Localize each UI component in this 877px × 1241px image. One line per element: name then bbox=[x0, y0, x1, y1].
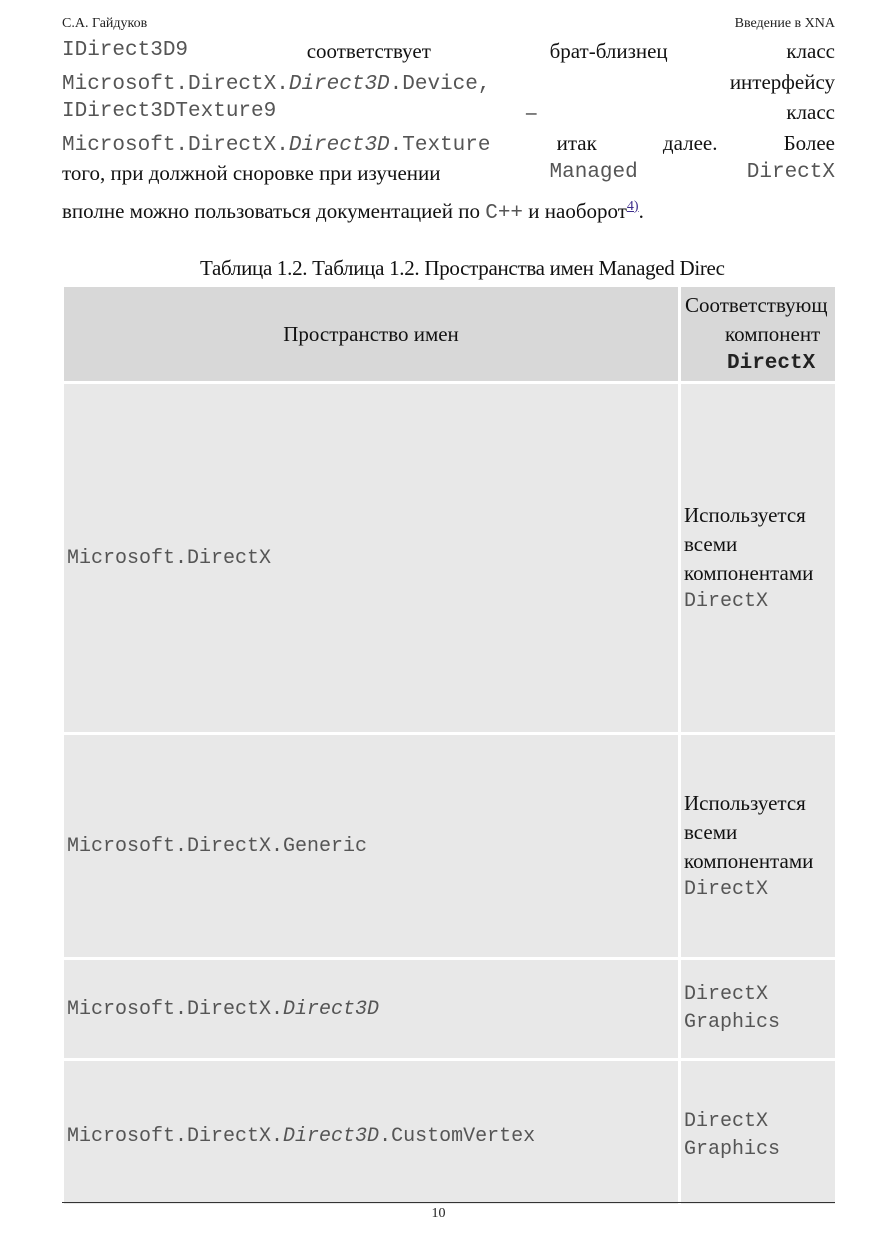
comp-line: всеми bbox=[684, 531, 738, 556]
component-cell bbox=[681, 960, 835, 1058]
code-text: .Texture bbox=[389, 133, 491, 157]
component-cell bbox=[681, 1061, 835, 1204]
ns-part-italic: Direct3D bbox=[283, 997, 380, 1021]
word: класс bbox=[786, 39, 835, 63]
table-caption: Таблица 1.2. Таблица 1.2. Пространства имен Managed Direc bbox=[200, 256, 725, 280]
header-line: Соответствующ bbox=[685, 292, 828, 317]
header-author: С.А. Гайдуков bbox=[62, 16, 148, 31]
comp-code: DirectX Graphics bbox=[684, 983, 781, 1034]
comp-line: Используется bbox=[684, 502, 806, 527]
header-line: DirectX bbox=[727, 351, 816, 375]
ns-part: Microsoft.DirectX. bbox=[67, 997, 284, 1021]
code-text: IDirect3DTexture9 bbox=[62, 100, 277, 123]
comp-code: DirectX bbox=[684, 877, 769, 901]
comp-line: Используется bbox=[684, 790, 806, 815]
code-text: DirectX bbox=[746, 161, 835, 184]
word: класс bbox=[786, 100, 835, 124]
paragraph-line bbox=[62, 128, 835, 159]
namespace-cell bbox=[64, 1061, 678, 1204]
namespace-table bbox=[64, 286, 835, 1204]
text: и наоборот bbox=[523, 198, 627, 223]
ns-part-italic: Direct3D bbox=[283, 1124, 380, 1148]
paragraph-line bbox=[62, 158, 835, 189]
ns-part: Microsoft.DirectX bbox=[67, 546, 272, 570]
ns-part: Microsoft.DirectX. bbox=[67, 1124, 284, 1148]
column-header-namespace: Пространство имен bbox=[64, 287, 678, 381]
comp-line: всеми bbox=[684, 819, 738, 844]
comp-code: DirectX bbox=[684, 589, 769, 613]
comma: , bbox=[477, 72, 491, 96]
component-cell bbox=[681, 735, 835, 957]
ns-part: Microsoft.DirectX.Generic bbox=[67, 834, 368, 858]
code-italic: Direct3D bbox=[288, 133, 390, 157]
paragraph-line bbox=[62, 36, 835, 67]
word: соответствует bbox=[306, 39, 431, 63]
paragraph-line bbox=[62, 67, 835, 98]
comp-line: компонентами bbox=[684, 560, 814, 585]
text: вполне можно пользоваться документацией по bbox=[62, 198, 486, 223]
table-row bbox=[64, 735, 835, 957]
table-row bbox=[64, 960, 835, 1058]
paragraph-line bbox=[62, 189, 835, 225]
code-text: C++ bbox=[485, 201, 524, 225]
word: далее. bbox=[662, 130, 718, 155]
page-number: 10 bbox=[431, 1206, 446, 1221]
footer-rule bbox=[62, 1202, 835, 1203]
footnote-link[interactable]: 4) bbox=[626, 198, 639, 214]
column-header-component bbox=[681, 287, 835, 381]
namespace-cell bbox=[64, 384, 678, 732]
header-title: Введение в XNA bbox=[734, 16, 835, 31]
ns-part: .CustomVertex bbox=[379, 1124, 536, 1148]
word: Более bbox=[783, 130, 835, 155]
word: интерфейсу bbox=[729, 69, 835, 94]
page-header bbox=[62, 16, 835, 36]
word: брат-близнец bbox=[549, 39, 668, 63]
code-text: .Device bbox=[389, 72, 478, 96]
code-text: Microsoft.DirectX. bbox=[62, 133, 289, 157]
code-text: Managed bbox=[549, 161, 638, 184]
word: – bbox=[526, 100, 537, 124]
comp-line: компонентами bbox=[684, 848, 814, 873]
paragraph-line bbox=[62, 97, 835, 128]
table-row bbox=[64, 384, 835, 732]
table-row bbox=[64, 1061, 835, 1204]
code-text: Microsoft.DirectX. bbox=[62, 72, 289, 96]
header-line: компонент bbox=[725, 321, 821, 346]
namespace-cell bbox=[64, 960, 678, 1058]
comp-code: DirectX Graphics bbox=[684, 1110, 781, 1161]
period: . bbox=[638, 198, 644, 223]
code-italic: Direct3D bbox=[288, 72, 390, 96]
code-text: IDirect3D9 bbox=[62, 39, 189, 62]
body-paragraph bbox=[62, 36, 835, 225]
namespace-cell bbox=[64, 735, 678, 957]
component-cell bbox=[681, 384, 835, 732]
text: того, при должной сноровке при изучении bbox=[62, 161, 441, 185]
word: итак bbox=[556, 130, 597, 155]
